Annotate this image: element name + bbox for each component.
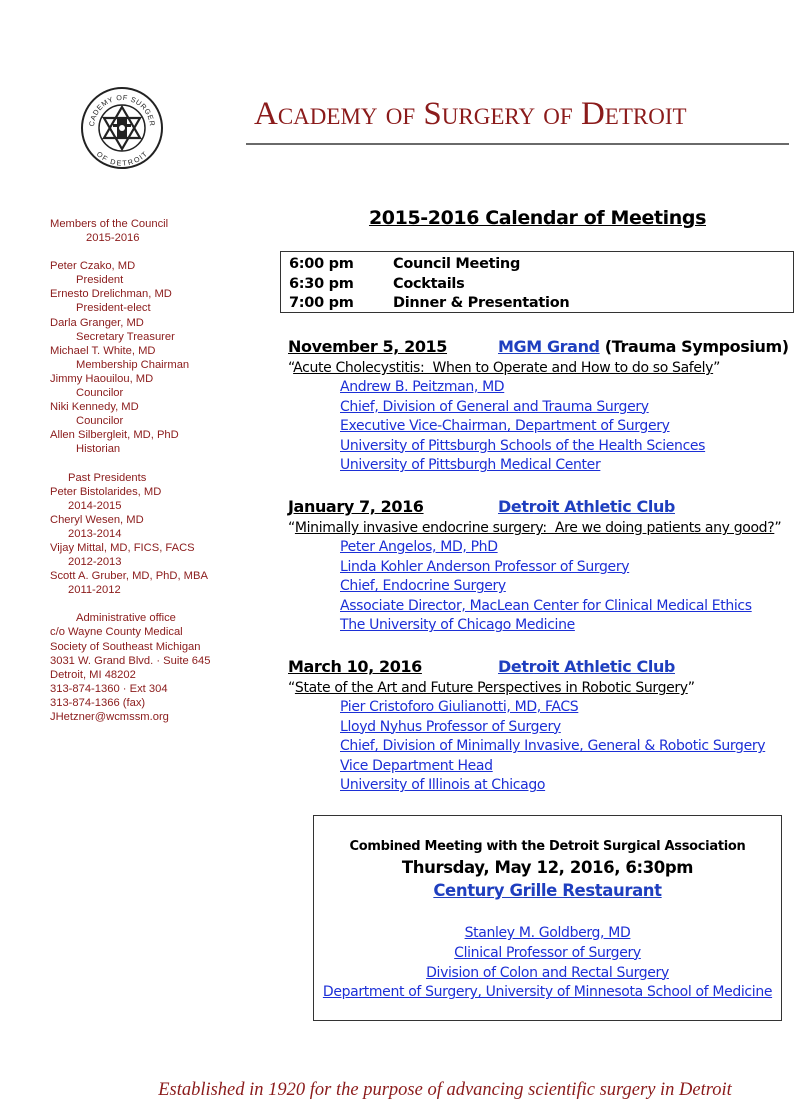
- meeting-topic-text: State of the Art and Future Perspectives in Robotic Surgery: [294, 680, 688, 696]
- schedule-time: 6:00 pm: [289, 256, 354, 272]
- meeting-date: March 10, 2016: [288, 657, 422, 676]
- speaker-title-link[interactable]: Lloyd Nyhus Professor of Surgery: [340, 718, 561, 735]
- combined-meeting-title: Combined Meeting with the Detroit Surgical Association: [349, 839, 746, 854]
- council-list: [50, 259, 250, 456]
- schedule-time: 6:30 pm: [289, 275, 354, 292]
- speaker-name-link[interactable]: Pier Cristoforo Giulianotti, MD, FACS: [340, 699, 579, 715]
- council-heading: Members of the Council: [50, 218, 169, 230]
- combined-meeting-venue[interactable]: Century Grille Restaurant: [433, 881, 662, 900]
- meeting-venue-wrap: [498, 657, 675, 677]
- office-line: 3031 W. Grand Blvd. · Suite 645: [50, 654, 211, 667]
- past-president-years: 2012-2013: [68, 556, 122, 569]
- meeting-date: November 5, 2015: [288, 337, 448, 356]
- council-years: 2015-2016: [86, 232, 140, 245]
- past-president-name: Vijay Mittal, MD, FICS, FACS: [50, 541, 195, 554]
- office-address: [50, 625, 250, 724]
- svg-text:ACADEMY OF SURGERY: CADEMY OF SURGER: [86, 92, 158, 127]
- calendar-title: 2015-2016 Calendar of Meetings: [368, 207, 706, 229]
- council-member-name: Ernesto Drelichman, MD: [50, 288, 172, 301]
- meeting-topic-text: Acute Cholecystitis: When to Operate and How to do so Safely: [293, 360, 714, 376]
- schedule-box: [280, 251, 794, 313]
- speaker-list: [288, 538, 793, 636]
- past-president-name: Cheryl Wesen, MD: [50, 513, 144, 526]
- meeting-topic: “State of the Art and Future Perspectives in Robotic Surgery”: [288, 680, 695, 696]
- office-heading: Administrative office: [76, 612, 176, 625]
- past-president-years: 2013-2014: [68, 527, 122, 540]
- meeting-venue-note: (Trauma Symposium): [599, 337, 789, 356]
- schedule-event: Cocktails: [393, 275, 465, 292]
- council-member-name: Michael T. White, MD: [50, 344, 156, 357]
- meeting-january: [288, 497, 793, 636]
- council-member-role: Membership Chairman: [76, 358, 190, 371]
- meeting-topic-text: Minimally invasive endocrine surgery: Are we doing patients any good?: [294, 520, 775, 536]
- past-presidents-heading: Past Presidents: [68, 471, 147, 484]
- office-line: 313-874-1366 (fax): [50, 696, 146, 709]
- speaker-list: [288, 698, 793, 796]
- schedule-event: Dinner & Presentation: [393, 295, 570, 311]
- council-member-role: Historian: [76, 443, 121, 456]
- meeting-venue-link[interactable]: MGM Grand: [498, 337, 600, 356]
- combined-speaker-title-link[interactable]: Department of Surgery, University of Minnesota School of Medicine: [322, 984, 773, 1001]
- council-member-name: Jimmy Haouilou, MD: [50, 372, 154, 385]
- council-member-name: Allen Silbergleit, MD, PhD: [50, 429, 179, 442]
- speaker-title-link[interactable]: University of Pittsburgh Schools of the Health Sciences: [340, 437, 706, 454]
- meeting-venue-link[interactable]: Detroit Athletic Club: [498, 497, 675, 516]
- speaker-title-link[interactable]: Linda Kohler Anderson Professor of Surgery: [340, 558, 630, 575]
- council-member-role: President: [76, 274, 124, 287]
- meeting-topic: “Acute Cholecystitis: When to Operate and How to do so Safely”: [288, 360, 721, 376]
- speaker-title-link[interactable]: Vice Department Head: [340, 757, 493, 774]
- meeting-header: [288, 657, 793, 677]
- meeting-venue-wrap: [498, 337, 789, 357]
- council-member-name: Niki Kennedy, MD: [50, 401, 139, 414]
- meeting-date: January 7, 2016: [288, 497, 424, 516]
- past-president-years: 2014-2015: [68, 499, 122, 512]
- speaker-title-link[interactable]: Chief, Division of General and Trauma Surgery: [340, 398, 649, 415]
- office-line: 313-874-1360 · Ext 304: [50, 682, 168, 695]
- speaker-list: [288, 378, 793, 476]
- combined-speaker-name-link[interactable]: Stanley M. Goldberg, MD: [464, 925, 631, 941]
- office-line: Society of Southeast Michigan: [50, 640, 201, 653]
- council-sidebar: [50, 217, 250, 724]
- header-divider: [246, 143, 789, 145]
- past-presidents-list: [50, 485, 250, 598]
- combined-speaker-list: [314, 924, 781, 1003]
- council-member-name: Peter Czako, MD: [50, 260, 136, 273]
- org-title: Academy of Surgery of Detroit: [254, 96, 687, 132]
- meeting-november: [288, 337, 793, 476]
- academy-seal-icon: [80, 86, 164, 170]
- schedule-row: [289, 294, 793, 314]
- speaker-name-link[interactable]: Andrew B. Peitzman, MD: [340, 379, 505, 395]
- meeting-venue-wrap: [498, 497, 675, 517]
- svg-text:OF DETROIT: OF DETROIT: [94, 149, 150, 168]
- meeting-venue-link[interactable]: Detroit Athletic Club: [498, 657, 675, 676]
- speaker-name-link[interactable]: Peter Angelos, MD, PhD: [340, 539, 498, 555]
- combined-meeting-box: [313, 815, 782, 1021]
- schedule-time: 7:00 pm: [289, 295, 354, 311]
- speaker-title-link[interactable]: Chief, Division of Minimally Invasive, General & Robotic Surgery: [340, 738, 766, 755]
- combined-speaker-title-link[interactable]: Division of Colon and Rectal Surgery: [426, 964, 669, 981]
- speaker-title-link[interactable]: The University of Chicago Medicine: [340, 617, 575, 634]
- council-member-role: Councilor: [76, 387, 124, 400]
- speaker-title-link[interactable]: University of Illinois at Chicago: [340, 777, 546, 794]
- combined-speaker-title-link[interactable]: Clinical Professor of Surgery: [454, 944, 641, 961]
- seal-graphic: [80, 86, 164, 170]
- past-president-name: Peter Bistolarides, MD: [50, 485, 162, 498]
- office-line: c/o Wayne County Medical: [50, 626, 183, 639]
- speaker-title-link[interactable]: Chief, Endocrine Surgery: [340, 578, 506, 595]
- past-president-years: 2011-2012: [68, 584, 121, 597]
- schedule-event: Council Meeting: [393, 256, 521, 272]
- meeting-topic: “Minimally invasive endocrine surgery: Are we doing patients any good?”: [288, 520, 782, 536]
- speaker-title-link[interactable]: University of Pittsburgh Medical Center: [340, 457, 601, 474]
- footer-tagline: Established in 1920 for the purpose of advancing scientific surgery in Detroit: [158, 1080, 732, 1100]
- schedule-row: [289, 255, 793, 275]
- office-line: JHetzner@wcmssm.org: [50, 711, 169, 723]
- combined-meeting-date: Thursday, May 12, 2016, 6:30pm: [401, 858, 694, 877]
- meeting-header: [288, 497, 793, 517]
- schedule-row: [289, 275, 793, 295]
- council-member-role: President-elect: [76, 302, 151, 315]
- council-member-role: Secretary Treasurer: [76, 330, 175, 343]
- past-president-name: Scott A. Gruber, MD, PhD, MBA: [50, 570, 208, 583]
- meeting-header: [288, 337, 793, 357]
- council-member-name: Darla Granger, MD: [50, 316, 144, 329]
- speaker-title-link[interactable]: Associate Director, MacLean Center for Clinical Medical Ethics: [340, 597, 752, 614]
- speaker-title-link[interactable]: Executive Vice-Chairman, Department of Surgery: [340, 418, 670, 435]
- meeting-march: [288, 657, 793, 796]
- office-line: Detroit, MI 48202: [50, 668, 136, 681]
- council-member-role: Councilor: [76, 415, 124, 428]
